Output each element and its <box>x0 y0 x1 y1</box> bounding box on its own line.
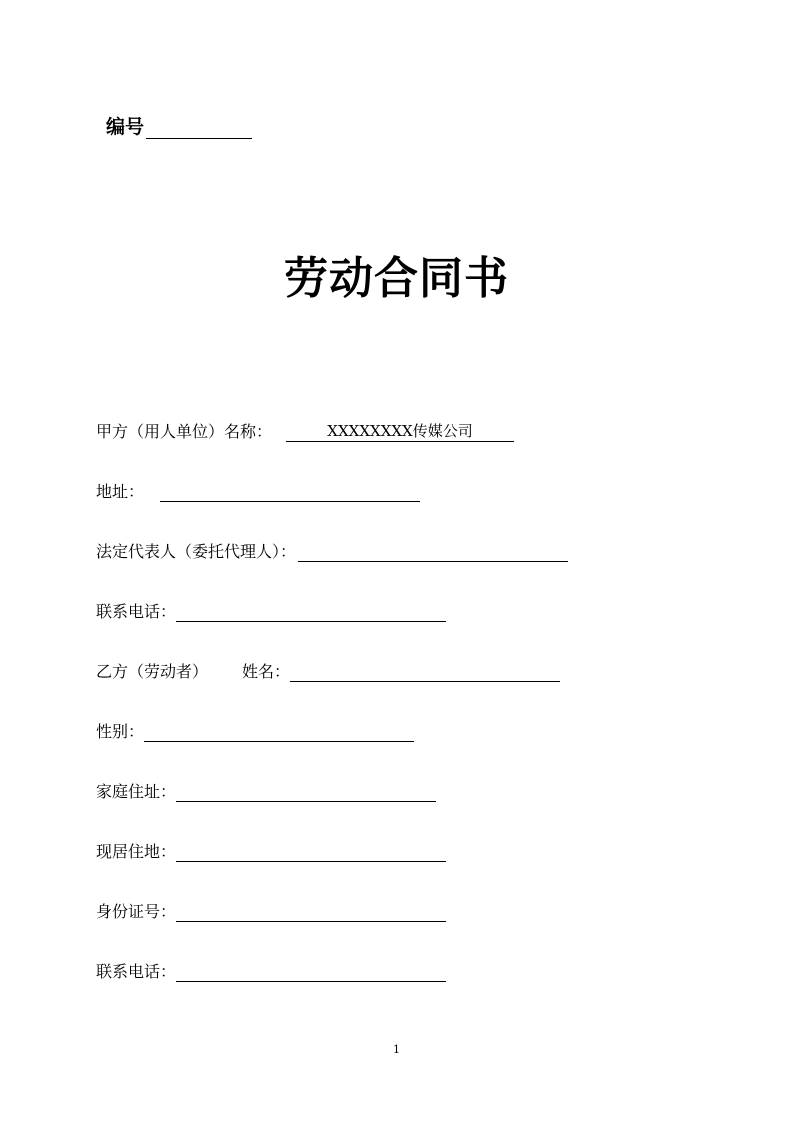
party-b-home-address-row <box>96 778 436 802</box>
party-b-current-address-row <box>96 838 446 862</box>
party-b-name-value[interactable] <box>290 661 560 682</box>
party-b-name-row <box>96 658 560 682</box>
party-b-gender-label: 性别： <box>96 722 145 741</box>
party-b-phone-value[interactable] <box>176 961 446 982</box>
party-b-id-number-label: 身份证号： <box>96 902 177 921</box>
party-a-name-label: 甲方（用人单位）名称： <box>96 422 273 441</box>
serial-number-field <box>106 112 252 139</box>
party-b-home-address-value[interactable] <box>176 781 436 802</box>
party-a-phone-value[interactable] <box>176 601 446 622</box>
party-a-name-value[interactable]: XXXXXXXX传媒公司 <box>286 421 514 442</box>
party-a-address-label: 地址： <box>96 482 145 501</box>
party-a-legal-rep-row <box>96 538 568 562</box>
party-b-gender-row <box>96 718 414 742</box>
party-b-name-label: 姓名： <box>242 662 291 681</box>
party-b-current-address-label: 现居住地： <box>96 842 177 861</box>
party-a-legal-rep-label: 法定代表人（委托代理人）： <box>96 542 297 561</box>
party-b-label: 乙方（劳动者） <box>96 662 209 681</box>
party-a-address-row <box>96 478 420 502</box>
party-a-address-value[interactable] <box>160 481 420 502</box>
party-b-id-number-row <box>96 898 446 922</box>
party-a-phone-label: 联系电话： <box>96 602 177 621</box>
party-b-id-number-value[interactable] <box>176 901 446 922</box>
party-b-phone-row <box>96 958 446 982</box>
party-b-phone-label: 联系电话： <box>96 962 177 981</box>
party-b-current-address-value[interactable] <box>176 841 446 862</box>
page-number: 1 <box>393 1043 400 1056</box>
party-a-name-row <box>96 418 514 442</box>
party-a-phone-row <box>96 598 446 622</box>
document-title: 劳动合同书 <box>284 253 509 304</box>
serial-number-label: 编号 <box>106 116 145 138</box>
party-a-legal-rep-value[interactable] <box>298 541 568 562</box>
serial-number-blank[interactable] <box>146 117 252 139</box>
party-b-home-address-label: 家庭住址： <box>96 782 177 801</box>
party-b-gender-value[interactable] <box>144 721 414 742</box>
